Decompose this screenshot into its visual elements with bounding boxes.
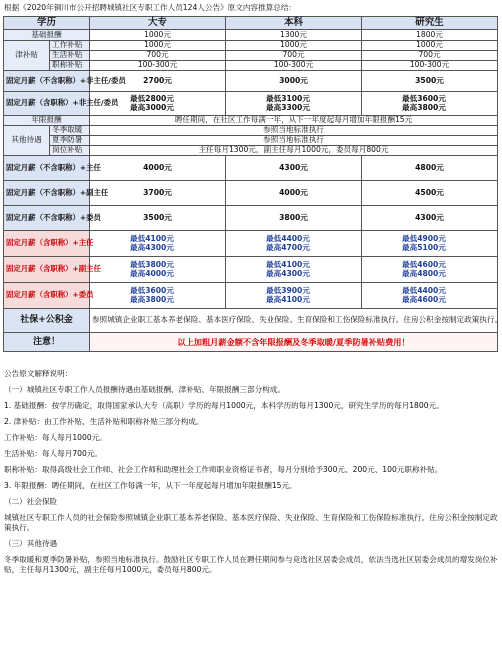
cell-value: 1000元 (90, 30, 226, 41)
cell-value: 参照城镇企业职工基本养老保险、基本医疗保险、失业保险、生育保险和工伤保险标准执行。住房公积金按制定政策执行。 (90, 309, 498, 333)
cell-value: 最低3600元 最高3800元 (90, 283, 226, 309)
allowance-label: 津补贴 (4, 41, 50, 71)
fixed-salary-row (4, 71, 498, 92)
role-salary-row (4, 257, 498, 283)
cell-value: 700元 (90, 51, 226, 61)
row-label: 岗位补贴 (50, 146, 90, 156)
row-label: 工作补贴 (50, 41, 90, 51)
cell-value: 4300元 (226, 156, 362, 181)
row-label: 固定月薪（含职称）+委员 (4, 283, 90, 309)
cell-value: 4300元 (362, 206, 498, 231)
row-label: 冬季取暖 (50, 126, 90, 136)
cell-value: 最低4900元 最高5100元 (362, 231, 498, 257)
cell-value: 最低4400元 最高4700元 (226, 231, 362, 257)
row-label: 职称补贴 (50, 61, 90, 71)
allowance-row (4, 51, 498, 61)
cell-value: 700元 (226, 51, 362, 61)
cell-value: 参照当地标准执行 (90, 136, 498, 146)
paragraph: （二）社会保险 (4, 497, 58, 506)
cell-value: 4000元 (226, 181, 362, 206)
allowance-row (4, 41, 498, 51)
cell-value: 4000元 (90, 156, 226, 181)
header-master: 研究生 (362, 17, 498, 30)
cell-value: 100-300元 (362, 61, 498, 71)
cell-value: 1000元 (362, 41, 498, 51)
note-row (4, 333, 498, 352)
cell-value: 700元 (362, 51, 498, 61)
other-row (4, 146, 498, 156)
cell-value: 4800元 (362, 156, 498, 181)
role-salary-row (4, 231, 498, 257)
header-bachelor: 本科 (226, 17, 362, 30)
row-label: 固定月薪（含职称）+副主任 (4, 257, 90, 283)
cell-value: 100-300元 (90, 61, 226, 71)
cell-value: 3700元 (90, 181, 226, 206)
cell-value: 最低3100元 最高3300元 (226, 92, 362, 116)
paragraph: 工作补贴：每人每月1000元。 (4, 433, 107, 442)
role-salary-row (4, 206, 498, 231)
row-label: 固定月薪（不含职称）+副主任 (4, 181, 90, 206)
other-row (4, 136, 498, 146)
header-education: 学历 (4, 17, 90, 30)
cell-value: 3800元 (226, 206, 362, 231)
cell-value: 1000元 (226, 41, 362, 51)
paragraph: 2. 津补贴：由工作补贴、生活补贴和职称补贴三部分构成。 (4, 417, 204, 426)
cell-value: 最低2800元 最高3000元 (90, 92, 226, 116)
social-insurance-row (4, 309, 498, 333)
cell-value: 1000元 (90, 41, 226, 51)
row-label: 固定月薪（不含职称）+非主任/委员 (4, 71, 90, 92)
header-row (4, 17, 498, 30)
row-label: 固定月薪（不含职称）+委员 (4, 206, 90, 231)
cell-value: 最低3900元 最高4100元 (226, 283, 362, 309)
paragraph: 城镇社区专职工作人员的社会保险参照城镇企业职工基本养老保险、基本医疗保险、失业保险、生育保险和工伤保险标准执行。住房公积金按制定政策执行。 (4, 513, 498, 532)
paragraph: 生活补贴：每人每月700元。 (4, 449, 103, 458)
cell-value: 2700元 (90, 71, 226, 92)
paragraph: 3. 年限报酬：聘任期间，在社区工作每满一年，从下一年度起每月增加年限报酬15元。 (4, 481, 297, 490)
cell-value: 1800元 (362, 30, 498, 41)
cell-value: 主任每月1300元，副主任每月1000元，委员每月800元 (90, 146, 498, 156)
allowance-row (4, 61, 498, 71)
role-salary-row (4, 283, 498, 309)
cell-value: 3500元 (90, 206, 226, 231)
role-salary-row (4, 156, 498, 181)
paragraph: 1. 基础报酬：按学历确定，取得国家承认大专（高职）学历的每月1000元，本科学历的每月1300元，研究生学历的每月1800元。 (4, 401, 444, 410)
other-label: 其他待遇 (4, 126, 50, 156)
row-label: 夏季防暑 (50, 136, 90, 146)
cell-value: 参照当地标准执行 (90, 126, 498, 136)
other-row (4, 126, 498, 136)
cell-value: 聘任期间，在社区工作每满一年，从下一年度起每月增加年限报酬15元 (90, 116, 498, 126)
paragraph: （一）城镇社区专职工作人员报酬待遇由基础报酬、津补贴、年限报酬三部分构成。 (4, 385, 285, 394)
note-label: 注意！ (4, 333, 90, 352)
fixed-salary-row (4, 92, 498, 116)
paragraph: 冬季取暖和夏季防暑补贴，参照当地标准执行。鼓励社区专职工作人员在聘任期间参与竞选社区居委会成员，依法当选社区居委会成员的增发岗位补贴，主任每月1300元，副主任每月1000元，委员每月800元。 (4, 555, 498, 574)
row-label: 生活补贴 (50, 51, 90, 61)
cell-value: 最低4100元 最高4300元 (90, 231, 226, 257)
row-label: 固定月薪（含职称）+主任 (4, 231, 90, 257)
cell-value: 3500元 (362, 71, 498, 92)
paragraph: 公告原文解释说明： (4, 369, 73, 378)
row-label: 固定月薪（不含职称）+主任 (4, 156, 90, 181)
explanation-text (4, 369, 498, 575)
row-label: 固定月薪（含职称）+非主任/委员 (4, 92, 90, 116)
cell-value: 最低4600元 最高4800元 (362, 257, 498, 283)
annual-bonus-row (4, 116, 498, 126)
cell-value: 1300元 (226, 30, 362, 41)
note-text: 以上加粗月薪金额不含年限报酬及冬季取暖/夏季防暑补贴费用！ (90, 333, 498, 352)
paragraph: （三）其他待遇 (4, 539, 58, 548)
page-title: 根据《2020年铜川市公开招聘城镇社区专职工作人员124人公告》原文内容推算总结： (4, 3, 297, 12)
row-label: 基础报酬 (4, 30, 90, 41)
cell-value: 4500元 (362, 181, 498, 206)
cell-value: 最低4400元 最高4600元 (362, 283, 498, 309)
cell-value: 100-300元 (226, 61, 362, 71)
salary-table (3, 16, 502, 352)
row-label: 年限报酬 (4, 116, 90, 126)
cell-value: 最低4100元 最高4300元 (226, 257, 362, 283)
cell-value: 最低3800元 最高4000元 (90, 257, 226, 283)
paragraph: 职称补贴：取得高级社会工作师、社会工作师和助理社会工作师职业资格证书者，每月分别给予300元、200元、100元职称补贴。 (4, 465, 443, 474)
role-salary-row (4, 181, 498, 206)
cell-value: 3000元 (226, 71, 362, 92)
base-salary-row (4, 30, 498, 41)
row-label: 社保+公积金 (4, 309, 90, 333)
header-college: 大专 (90, 17, 226, 30)
cell-value: 最低3600元 最高3800元 (362, 92, 498, 116)
